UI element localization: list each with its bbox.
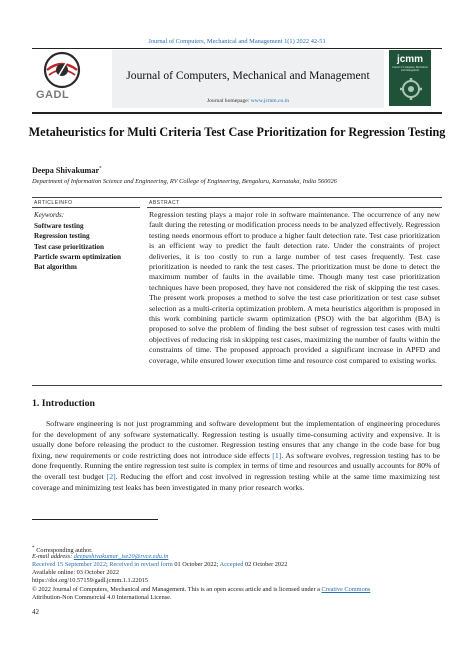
header-rule-bottom [32,112,442,114]
footnote-rule [32,519,158,520]
accepted-label: Accepted [219,561,244,568]
license-link-2[interactable]: Attribution-Non Commercial 4.0 International License. [32,594,172,601]
email-link[interactable]: deepashivakumar_ise20@rvce.edu.in [73,553,169,560]
footnote-online: Available online: 03 October 2022 [32,569,119,576]
journal-citation: Journal of Computers, Mechanical and Management 1(1) 2022 42-51 [148,38,326,45]
info-rule-top [32,197,442,198]
page-number: 42 [32,608,39,616]
homepage-link[interactable]: www.jcmm.co.in [250,98,290,104]
jcmm-logo-text: jcmm [396,54,424,65]
keyword-item: Test case prioritization [34,242,104,251]
info-rule-right [147,207,442,208]
license-link-1[interactable]: Creative Commons [321,586,371,593]
revised-label: Received in revised form [109,561,173,568]
info-rule-left [32,207,140,208]
doi-link[interactable]: https://doi.org/10.57159/gadl.jcmm.1.1.22015 [32,577,149,584]
citation-link-1[interactable]: [1] [272,450,282,460]
citation-link-2[interactable]: [2] [106,471,116,481]
intro-text-3: . Reducing the effort and cost involved in regression testing while at the same time maximizing test coverage and minimizing test leaks has been investigated in many prior research works. [32,471,440,492]
keyword-item: Software testing [34,222,84,230]
keyword-item: Particle swarm optimization [34,252,122,261]
jcmm-cover-subtitle: Journal of Computers, Mechanical and Management [392,66,428,72]
license-text: © 2022 Journal of Computers, Mechanical and Management. This is an open access article and is licensed under a [32,586,322,593]
abstract-text: Regression testing plays a major role in software maintenance. The occurrence of any new fault during the retesting or modification process needs to be analyzed effectively. Regression testing needs enormous effort to produce a higher fault detection rate. Test case prioritization is an efficient way to predict the fault detection rate. Under the constraints of project deliveries, it is too costly to run a large number of test cases frequently. Test case prioritization is needed to rank the test cases. The prioritization must be done to detect the maximum number of faults in the available time. Though many test case prioritization techniques have been proposed, they have not considered the risk of skipping the test cases. The present work proposes a method to solve the test case prioritization or test case subset selection as a multi-criteria optimization problem. A meta heuristics algorithm is proposed in this work combining particle swarm optimization (PSO) with the bat algorithm (BA) is proposed to solve the problem of finding the best subset of regression test cases with multi objectives of reducing risk in skipping test cases, maximizing the number of faults within the constraints of time. The proposed approach provided a significant increase in APFD and coverage, while ensured lower execution time and resource cost compared to existing works. [149,210,440,365]
footnote-dates: Received 15 September 2022; Received in revised form 01 October 2022; Accepted 02 October 2022 [32,561,288,568]
author-name-text: Deepa Shivakumar [32,166,100,175]
introduction-paragraph [32,419,440,493]
revised-date: 01 October 2022 [174,561,217,568]
email-label: E-mail address: [32,553,74,560]
accepted-date: 02 October 2022 [245,561,288,568]
intro-text-1: Software engineering is not just programming and software development but the implementation of engineering procedures for the development of any software systematically. Regression testing is usually time-consuming activity and expensive. It is usually done before releasing the product to the customer. Regression testing ensures that any change in the code base for bug fixing, new requirements or code restricting does not introduce side effects [32,419,440,460]
abstract-rule-bottom [32,385,442,386]
article-info-label: ARTICLEINFO [34,200,73,206]
footnote-email [32,553,168,561]
corresponding-label: Corresponding author. [36,547,93,555]
intro-text-2: . As software evolves, regression testing has to be done frequently. Running the entire regression test suite is complex in terms of time and resources and usually accounts for 80% of the overall test budget [32,450,440,481]
gadl-logo [34,50,94,90]
gear-icon [398,76,424,102]
keywords-label: Keywords: [34,211,65,219]
author-mark: * [99,166,102,172]
author-affiliation: Department of Information Science and Engineering, RV College of Engineering, Bengaluru, Karnataka, India 560026 [32,178,337,185]
homepage-label: Journal homepage: [206,98,250,104]
journal-homepage [112,98,384,104]
received-date: Received 15 September 2022 [32,561,106,568]
author-name [32,166,102,175]
keyword-item: Bat algorithm [34,263,77,272]
keyword-item: Regression testing [34,232,90,241]
footnote-mark: * [32,545,35,551]
section-heading-introduction: 1. Introduction [32,398,95,409]
gadl-logo-text: GADL [36,89,70,101]
gadl-globe-icon [34,50,94,90]
header-rule-top [32,48,442,49]
keywords-list [34,221,121,272]
jcmm-cover-art [398,76,424,107]
footnote-license [32,586,370,594]
paper-title: Metaheuristics for Multi Criteria Test Case Prioritization for Regression Testing [28,125,446,139]
journal-title: Journal of Computers, Mechanical and Management [126,69,370,82]
abstract-label: ABSTRACT [149,200,180,206]
